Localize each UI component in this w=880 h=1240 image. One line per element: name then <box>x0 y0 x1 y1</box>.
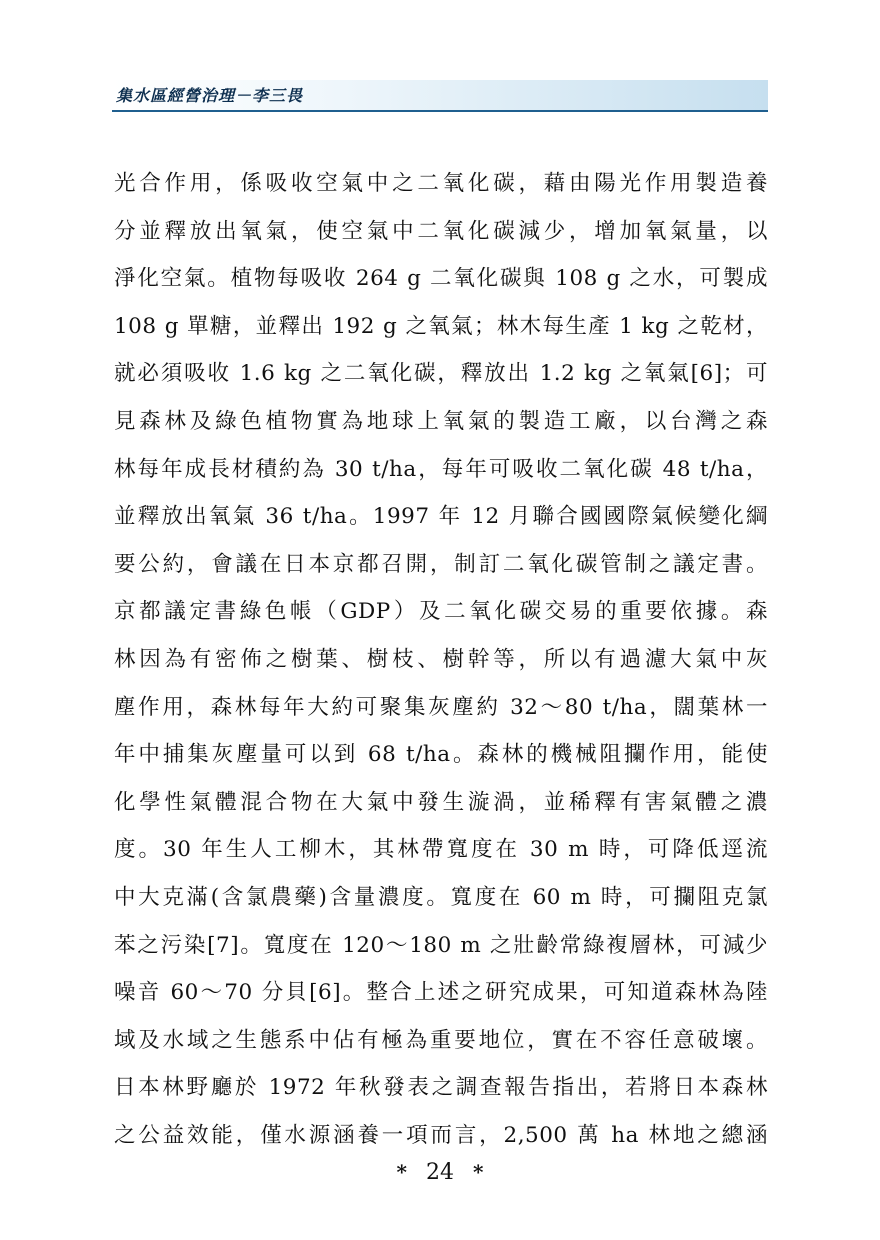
text-line: 度。30 年生人工柳木，其林帶寬度在 30 m 時，可降低逕流 <box>114 837 768 863</box>
running-header <box>112 80 768 112</box>
page-footer <box>0 1160 880 1185</box>
text-line: 日本林野廳於 1972 年秋發表之調查報告指出，若將日本森林 <box>114 1075 768 1101</box>
text-line: 要公約，會議在日本京都召開，制訂二氧化碳管制之議定書。 <box>114 551 768 577</box>
text-line: 苯之污染[7]。寬度在 120～180 m 之壯齡常綠複層林，可減少 <box>114 932 768 958</box>
text-line: 中大克滿(含氯農藥)含量濃度。寬度在 60 m 時，可攔阻克氯 <box>114 884 768 910</box>
text-line: 淨化空氣。植物每吸收 264 g 二氧化碳與 108 g 之水，可製成 <box>114 266 768 292</box>
footer-left-mark: * <box>396 1160 407 1184</box>
text-line: 108 g 單糖，並釋出 192 g 之氧氣；林木每生產 1 kg 之乾材， <box>114 313 768 339</box>
text-line: 林每年成長材積約為 30 t/ha，每年可吸收二氧化碳 48 t/ha， <box>114 456 768 482</box>
text-line: 化學性氣體混合物在大氣中發生漩渦，並稀釋有害氣體之濃 <box>114 789 768 815</box>
text-line: 就必須吸收 1.6 kg 之二氧化碳，釋放出 1.2 kg 之氧氣[6]；可 <box>114 361 768 387</box>
text-line: 之公益效能，僅水源涵養一項而言，2,500 萬 ha 林地之總涵 <box>114 1122 768 1148</box>
footer-right-mark: * <box>473 1160 484 1184</box>
text-line: 京都議定書綠色帳（GDP）及二氧化碳交易的重要依據。森 <box>114 599 768 625</box>
text-line: 年中捕集灰塵量可以到 68 t/ha。森林的機械阻攔作用，能使 <box>114 742 768 768</box>
header-title: 集水區經營治理－李三畏 <box>116 86 304 105</box>
text-line: 見森林及綠色植物實為地球上氧氣的製造工廠，以台灣之森 <box>114 408 768 434</box>
text-line: 林因為有密佈之樹葉、樹枝、樹幹等，所以有過濾大氣中灰 <box>114 646 768 672</box>
text-line: 並釋放出氧氣 36 t/ha。1997 年 12 月聯合國國際氣候變化綱 <box>114 504 768 530</box>
text-line: 塵作用，森林每年大約可聚集灰塵約 32～80 t/ha，闊葉林一 <box>114 694 768 720</box>
page-number: 24 <box>426 1160 454 1185</box>
text-line: 噪音 60～70 分貝[6]。整合上述之研究成果，可知道森林為陸 <box>114 980 768 1006</box>
body-text <box>114 160 768 1159</box>
text-line: 域及水域之生態系中佔有極為重要地位，實在不容任意破壞。 <box>114 1027 768 1053</box>
text-line: 分並釋放出氧氣，使空氣中二氧化碳減少，增加氧氣量，以 <box>114 218 768 244</box>
text-line: 光合作用，係吸收空氣中之二氧化碳，藉由陽光作用製造養 <box>114 171 768 196</box>
